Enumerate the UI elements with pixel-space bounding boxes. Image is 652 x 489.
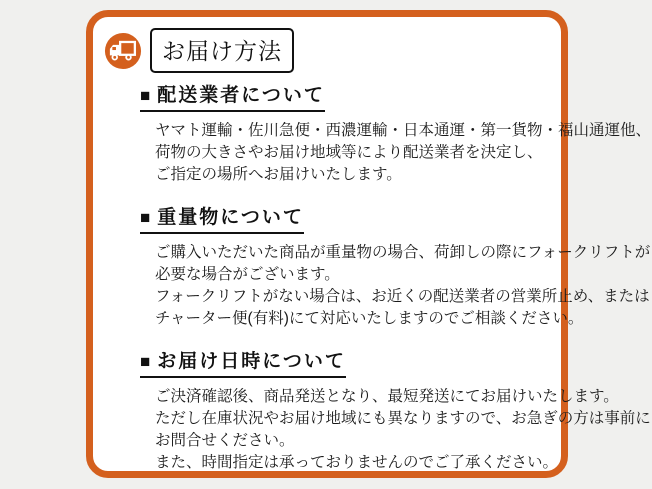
section-heading [140,346,346,378]
body-line: ヤマト運輸・佐川急便・西濃運輸・日本通運・第一貨物・福山通運他、 [155,122,652,139]
body-line: また、時間指定は承っておりませんのでご了承ください。 [155,454,559,471]
body-line: ただし在庫状況やお届け地域にも異なりますので、お急ぎの方は事前に [155,410,651,427]
panel-header [104,28,547,73]
square-bullet-icon: ■ [140,352,153,371]
square-bullet-icon: ■ [140,208,153,227]
body-line: 荷物の大きさやお届け地域等により配送業者を決定し、 [155,144,543,161]
body-line: ご指定の場所へお届けいたします。 [155,166,402,183]
section-heading-text: 配送業者について [157,85,325,106]
body-line: 必要な場合がございます。 [155,266,340,283]
square-bullet-icon: ■ [140,86,153,105]
body-line: ご決済確認後、商品発送となり、最短発送にてお届けいたします。 [155,388,619,405]
section-body [155,242,651,330]
section-carriers [140,80,652,186]
body-line: お問合せください。 [155,432,295,449]
body-line: ご購入いただいた商品が重量物の場合、荷卸しの際にフォークリフトが [155,244,651,261]
section-heavy-items [140,202,651,330]
section-body [155,386,651,474]
section-heading [140,202,304,234]
body-line: チャーター便(有料)にて対応いたしますのでご相談ください。 [155,310,584,327]
page-title: お届け方法 [150,28,294,73]
section-delivery-datetime [140,346,651,474]
section-heading-text: 重量物について [157,207,304,228]
delivery-info-panel [86,10,652,478]
body-line: フォークリフトがない場合は、お近くの配送業者の営業所止め、または [155,288,650,305]
section-body [155,120,652,186]
truck-icon [104,32,142,70]
section-heading [140,80,325,112]
section-heading-text: お届け日時について [157,351,346,372]
